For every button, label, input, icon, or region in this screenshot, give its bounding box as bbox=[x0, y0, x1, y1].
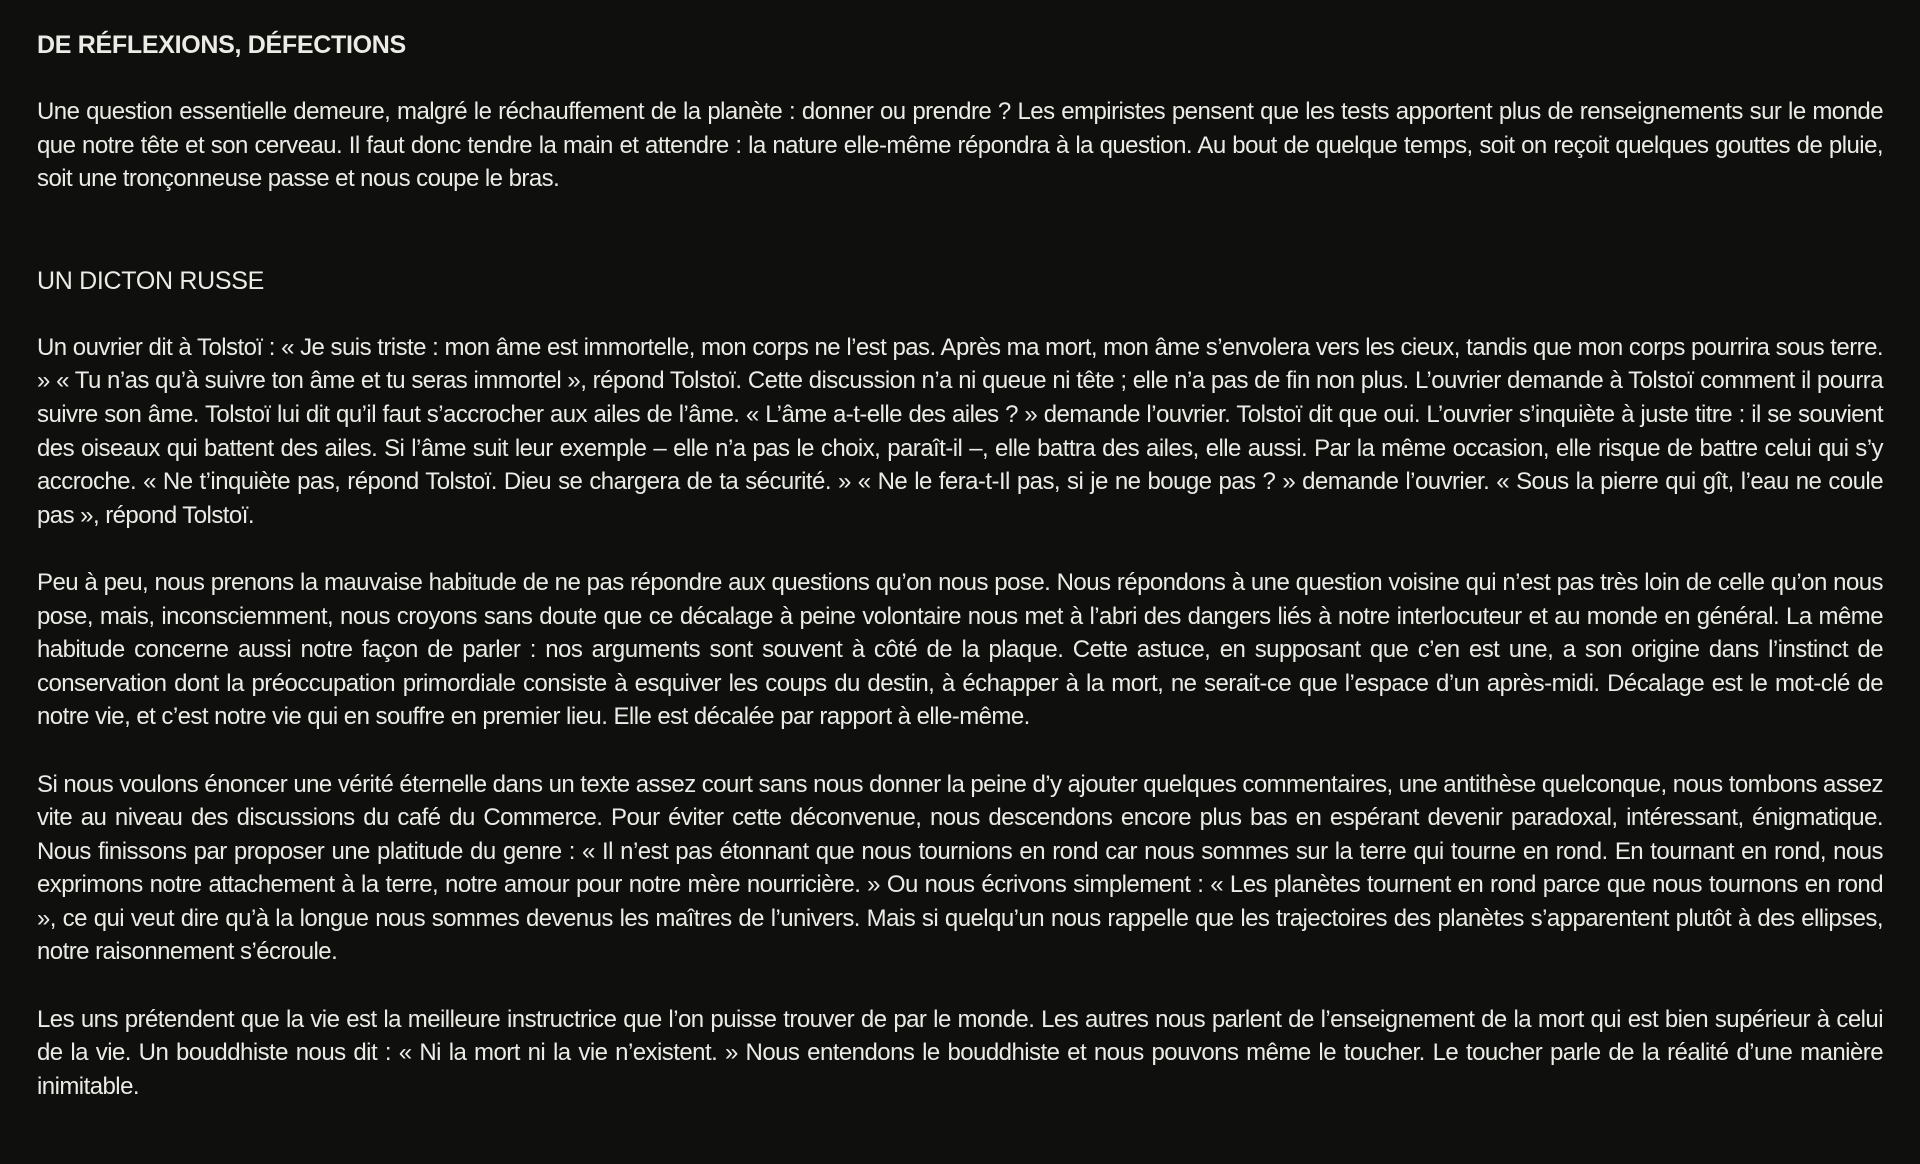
paragraph: Si nous voulons énoncer une vérité éternelle dans un texte assez court sans nous donner la peine d’y ajouter quelques commentaires, une antithèse quelconque, nous tombons assez vite au niveau des discussions du café du Commerce. Pour éviter cette déconvenue, nous descendons encore plus bas en espérant devenir paradoxal, intéressant, énigmatique. Nous finissons par proposer une platitude du genre : « Il n’est pas étonnant que nous tournions en rond car nous sommes sur la terre qui tourne en rond. En tournant en rond, nous exprimons notre attachement à la terre, notre amour pour notre mère nourricière. » Ou nous écrivons simplement : « Les planètes tournent en rond parce que nous tournons en rond », ce qui veut dire qu’à la longue nous sommes devenus les maîtres de l’univers. Mais si quelqu’un nous rappelle que les trajectoires des planètes s’apparentent plutôt à des ellipses, notre raisonnement s’écroule. bbox=[37, 770, 1883, 966]
paragraph: Une question essentielle demeure, malgré le réchauffement de la planète : donner ou prendre ? Les empiristes pensent que les tests apportent plus de renseignements sur le monde que notre tête et son cerveau. Il faut donc tendre la main et attendre : la nature elle-même répondra à la question. Au bout de quelque temps, soit on reçoit quelques gouttes de pluie, soit une tronçonneuse passe et nous coupe le bras. bbox=[37, 98, 1883, 193]
paragraph: Peu à peu, nous prenons la mauvaise habitude de ne pas répondre aux questions qu’on nous pose. Nous répondons à une question voisine qui n’est pas très loin de celle qu’on nous pose, mais, inconsciemment, nous croyons sans doute que ce décalage à peine volontaire nous met à l’abri des dangers liés à notre interlocuteur et au monde en général. La même habitude concerne aussi notre façon de parler : nos arguments sont souvent à côté de la plaque. Cette astuce, en supposant que c’en est une, a son origine dans l’instinct de conservation dont la préoccupation primordiale consiste à esquiver les coups du destin, à échapper à la mort, ne serait-ce que l’espace d’un après-midi. Décalage est le mot-clé de notre vie, et c’est notre vie qui en souffre en premier lieu. Elle est décalée par rapport à elle-même. bbox=[37, 568, 1883, 731]
section-title: DE RÉFLEXIONS, DÉFECTIONS bbox=[37, 31, 406, 59]
section-reflexions bbox=[37, 28, 1883, 196]
paragraph: Les uns prétendent que la vie est la meilleure instructrice que l’on puisse trouver de par le monde. Les autres nous parlent de l’enseignement de la mort qui est bien supérieur à celui de la vie. Un bouddhiste nous dit : « Ni la mort ni la vie n’existent. » Nous entendons le bouddhiste et nous pouvons même le toucher. Le toucher parle de la réalité d’une manière inimitable. bbox=[37, 1005, 1883, 1100]
paragraph: Un ouvrier dit à Tolstoï : « Je suis triste : mon âme est immortelle, mon corps ne l’est pas. Après ma mort, mon âme s’envolera vers les cieux, tandis que mon corps pourrira sous terre. » « Tu n’as qu’à suivre ton âme et tu seras immortel », répond Tolstoï. Cette discussion n’a ni queue ni tête ; elle n’a pas de fin non plus. L’ouvrier demande à Tolstoï comment il pourra suivre son âme. Tolstoï lui dit qu’il faut s’accrocher aux ailes de l’âme. « L’âme a-t-elle des ailes ? » demande l’ouvrier. Tolstoï dit que oui. L’ouvrier s’inquiète à juste titre : il se souvient des oiseaux qui battent des ailes. Si l’âme suit leur exemple – elle n’a pas le choix, paraît-il –, elle battra des ailes, elle aussi. Par la même occasion, elle risque de battre celui qui s’y accroche. « Ne t’inquiète pas, répond Tolstoï. Dieu se chargera de ta sécurité. » « Ne le fera-t-Il pas, si je ne bouge pas ? » demande l’ouvrier. « Sous la pierre qui gît, l’eau ne coule pas », répond Tolstoï. bbox=[37, 333, 1883, 529]
section-dicton-russe bbox=[37, 264, 1883, 1104]
section-title: UN DICTON RUSSE bbox=[37, 266, 265, 295]
